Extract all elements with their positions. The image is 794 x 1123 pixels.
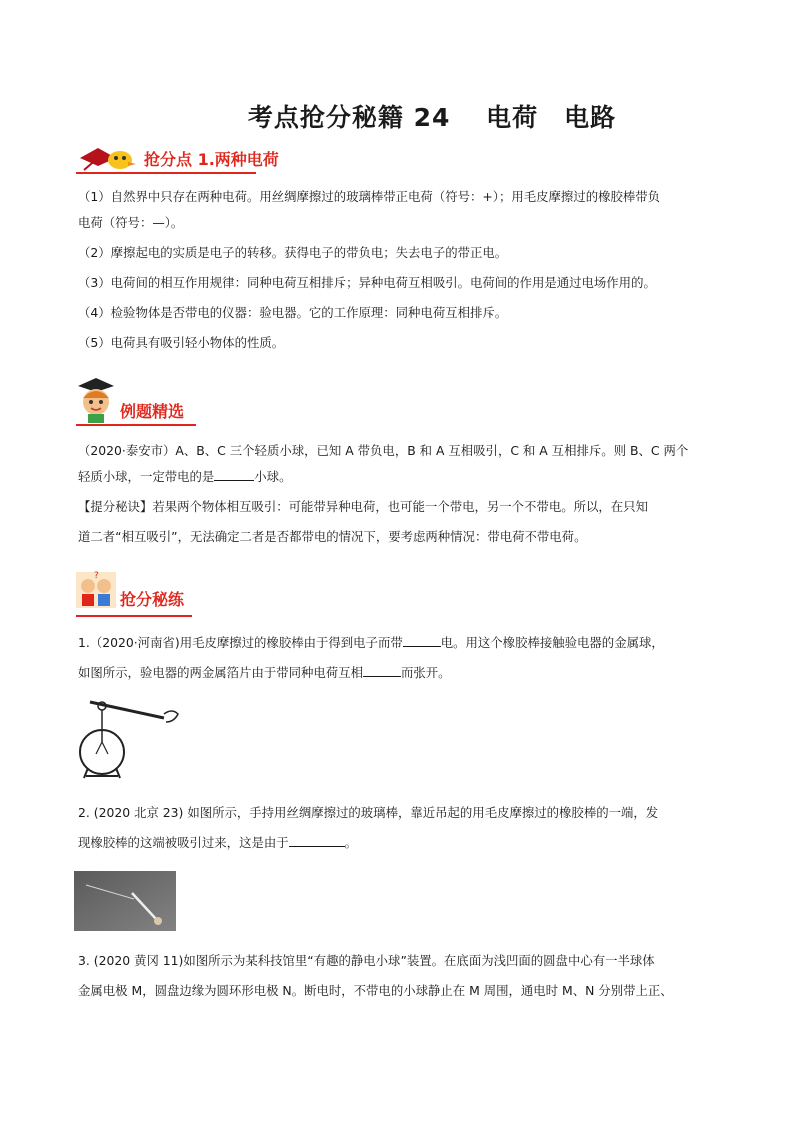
section-heading: 抢分点 1.两种电荷 (144, 149, 279, 169)
rods-photo-figure (74, 871, 176, 931)
paragraph-line: 【提分秘诀】若果两个物体相互吸引：可能带异种电荷，也可能一个带电，另一个不带电。所以，在只知 (78, 499, 648, 514)
paragraph-line: 如图所示，验电器的两金属箔片由于带同种电荷互相 而张开。 (78, 660, 728, 686)
section-underline (76, 615, 192, 617)
practice-question-2 (78, 800, 728, 856)
section-heading: 例题精选 (120, 401, 185, 421)
paragraph-line: （5）电荷具有吸引轻小物体的性质。 (78, 335, 285, 350)
paragraph-line: （3）电荷间的相互作用规律：同种电荷互相排斥；异种电荷互相吸引。电荷间的作用是通过电场作用的。 (78, 275, 656, 290)
mascot-group-icon (74, 568, 118, 612)
practice-question-3 (78, 948, 728, 1004)
answer-blank[interactable] (363, 662, 401, 677)
example-question (78, 438, 728, 550)
section-header-1 (76, 140, 279, 176)
paragraph-line: （1）自然界中只存在两种电荷。用丝绸摩擦过的玻璃棒带正电荷（符号：+）；用毛皮摩擦过的橡胶棒带负 (78, 189, 661, 204)
answer-blank[interactable] (214, 466, 254, 481)
paragraph-line: 3. (2020 黄冈 11)如图所示为某科技馆里“有趣的静电小球”装置。在底面为浅凹面的圆盘中心有一半球体 (78, 953, 655, 968)
section-underline (76, 172, 256, 174)
paragraph-line: 金属电极 M，圆盘边缘为圆环形电极 N。断电时，不带电的小球静止在 M 周围，通电时 M、N 分别带上正、 (78, 983, 673, 998)
section-heading: 抢分秘练 (120, 589, 185, 609)
paragraph-line: （2020·泰安市）A、B、C 三个轻质小球，已知 A 带负电，B 和 A 互相吸引，C 和 A 互相排斥。则 B、C 两个 (78, 443, 689, 458)
mascot-graduate-icon (76, 140, 136, 176)
paragraph-line: 1.（2020·河南省)用毛皮摩擦过的橡胶棒由于得到电子而带 电。用这个橡胶棒接触验电器的金属球， (78, 630, 728, 656)
paragraph-line: 道二者“相互吸引”，无法确定二者是否都带电的情况下，要考虑两种情况：带电荷不带电荷。 (78, 529, 587, 544)
paragraph-line: （4）检验物体是否带电的仪器：验电器。它的工作原理：同种电荷互相排斥。 (78, 305, 508, 320)
paragraph-line: 电荷（符号：—）。 (78, 215, 184, 230)
paragraph-line: 轻质小球，一定带电的是 小球。 (78, 464, 728, 490)
mascot-child-icon (74, 374, 116, 424)
section-header-2 (74, 374, 184, 424)
answer-blank[interactable] (289, 832, 345, 847)
paragraph-line: 2. (2020 北京 23) 如图所示，手持用丝绸摩擦过的玻璃棒，靠近吊起的用毛皮摩擦过的橡胶棒的一端，发 (78, 805, 659, 820)
electroscope-figure (76, 692, 186, 786)
paragraph-line: 现橡胶棒的这端被吸引过来，这是由于 。 (78, 830, 728, 856)
svg-text:?: ? (94, 571, 99, 581)
answer-blank[interactable] (403, 632, 441, 647)
paragraph-line: （2）摩擦起电的实质是电子的转移。获得电子的带负电；失去电子的带正电。 (78, 245, 508, 260)
page-title: 考点抢分秘籍 24 电荷 电路 (247, 103, 617, 132)
practice-question-1 (78, 630, 728, 686)
section1-body (78, 184, 728, 356)
section-underline (76, 424, 196, 426)
section-header-3 (74, 568, 184, 612)
